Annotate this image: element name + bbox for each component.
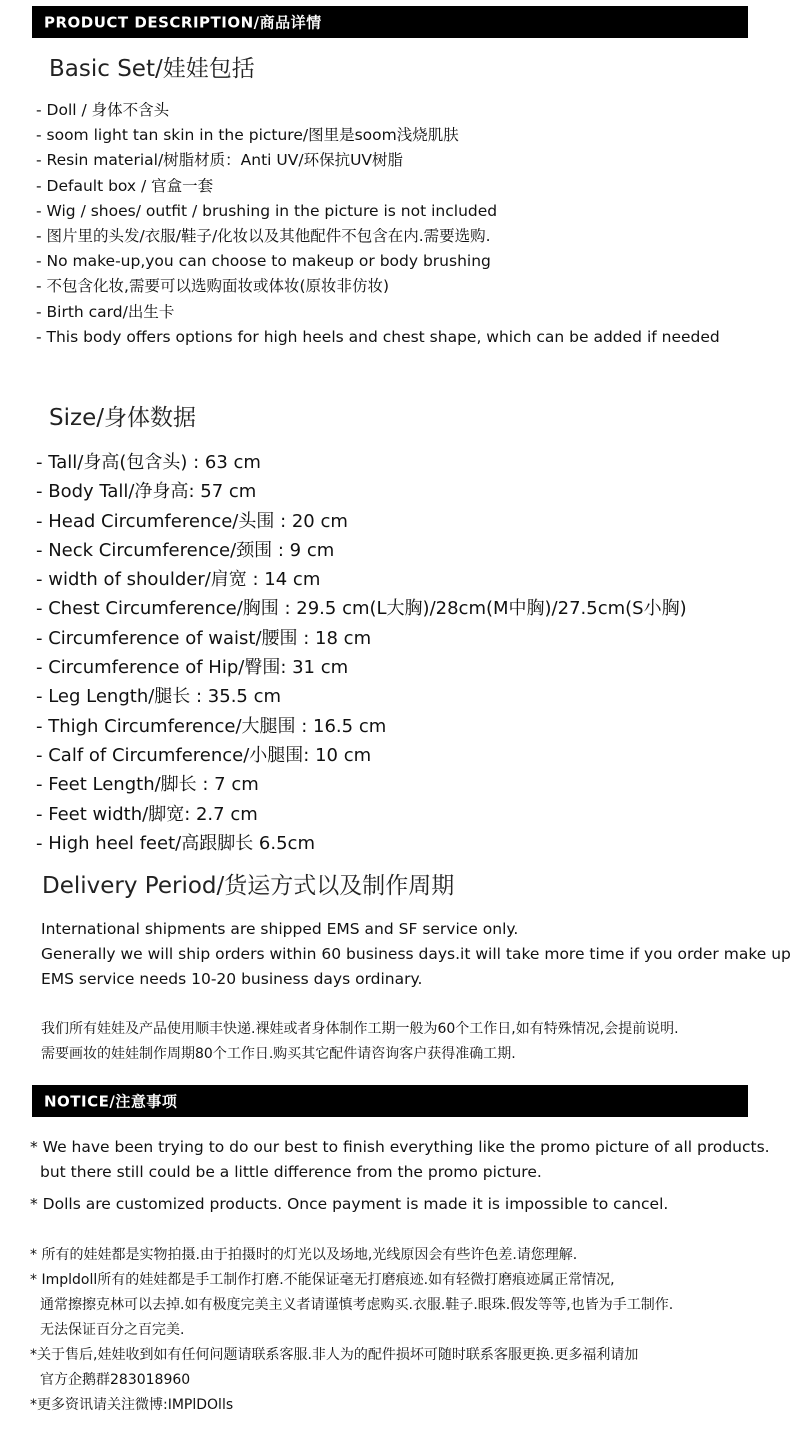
list-item: - Leg Length/腿长 : 35.5 cm <box>36 686 282 708</box>
list-item: - Resin material/树脂材质：Anti UV/环保抗UV树脂 <box>36 151 404 170</box>
delivery-line: Generally we will ship orders within 60 business days.it will take more time if you order make up <box>41 945 791 963</box>
list-item: - Circumference of Hip/臀围: 31 cm <box>36 657 349 679</box>
basic-set-heading: Basic Set/娃娃包括 <box>49 56 255 82</box>
list-item: - Tall/身高(包含头) : 63 cm <box>36 452 261 473</box>
product-description-bar <box>32 6 748 38</box>
notice-line: * 所有的娃娃都是实物拍摄.由于拍摄时的灯光以及场地,光线原因会有些许色差.请您理解. <box>30 1247 578 1263</box>
delivery-chinese-text <box>41 1017 679 1067</box>
delivery-line: EMS service needs 10-20 business days ordinary. <box>41 970 423 988</box>
notice-line: * Impldoll所有的娃娃都是手工制作打磨.不能保证毫无打磨痕迹.如有轻微打磨痕迹属正常情况, <box>30 1272 615 1288</box>
list-item: - soom light tan skin in the picture/图里是soom浅烧肌肤 <box>36 126 459 145</box>
list-item: - Feet width/脚宽: 2.7 cm <box>36 803 258 825</box>
delivery-english-text <box>41 917 791 992</box>
size-heading: Size/身体数据 <box>49 405 196 431</box>
notice-chinese-text <box>30 1243 673 1418</box>
list-item: - High heel feet/高跟脚长 6.5cm <box>36 832 315 854</box>
delivery-period-heading: Delivery Period/货运方式以及制作周期 <box>42 873 455 899</box>
notice-line: 无法保证百分之百完美. <box>40 1322 185 1338</box>
notice-line: 通常擦擦克林可以去掉.如有极度完美主义者请谨慎考虑购买.衣服.鞋子.眼珠.假发等等,也皆为手工制作. <box>40 1297 674 1313</box>
list-item: - Wig / shoes/ outfit / brushing in the picture is not included <box>36 201 498 220</box>
notice-english-text <box>30 1135 770 1217</box>
list-item: - Feet Length/脚长 : 7 cm <box>36 774 259 796</box>
list-item: - Birth card/出生卡 <box>36 302 175 321</box>
list-item: - Calf of Circumference/小腿围: 10 cm <box>36 744 372 766</box>
size-list <box>36 448 687 858</box>
notice-line: * Dolls are customized products. Once payment is made it is impossible to cancel. <box>30 1195 669 1213</box>
list-item: - Head Circumference/头围 : 20 cm <box>36 510 348 532</box>
list-item: - Doll / 身体不含头 <box>36 101 170 119</box>
notice-line: *更多资讯请关注微博:IMPlDOlls <box>30 1397 234 1413</box>
list-item: - Default box / 官盒一套 <box>36 176 214 195</box>
notice-line: *关于售后,娃娃收到如有任何问题请联系客服.非人为的配件损坏可随时联系客服更换.更多福利请加 <box>30 1347 639 1363</box>
list-item: - This body offers options for high heels and chest shape, which can be added if needed <box>36 327 720 346</box>
basic-set-list <box>36 98 720 350</box>
delivery-line: 我们所有娃娃及产品使用顺丰快递.裸娃或者身体制作工期一般为60个工作日,如有特殊情况,会提前说明. <box>41 1021 679 1037</box>
notice-line: * We have been trying to do our best to finish everything like the promo picture of all products. <box>30 1138 770 1156</box>
delivery-line: 需要画妆的娃娃制作周期80个工作日.购买其它配件请咨询客户获得准确工期. <box>41 1046 516 1062</box>
delivery-line: International shipments are shipped EMS and SF service only. <box>41 920 519 938</box>
list-item: - 不包含化妆,需要可以选购面妆或体妆(原妆非仿妆) <box>36 277 390 296</box>
list-item: - No make-up,you can choose to makeup or body brushing <box>36 252 491 271</box>
list-item: - width of shoulder/肩宽 : 14 cm <box>36 569 321 591</box>
notice-line: but there still could be a little difference from the promo picture. <box>40 1163 542 1181</box>
list-item: - Neck Circumference/颈围 : 9 cm <box>36 539 335 561</box>
list-item: - Chest Circumference/胸围 : 29.5 cm(L大胸)/28cm(M中胸)/27.5cm(S小胸) <box>36 598 687 620</box>
notice-bar <box>32 1085 748 1117</box>
notice-label: NOTICE/注意事项 <box>44 1092 178 1111</box>
product-description-label: PRODUCT DESCRIPTION/商品详情 <box>44 13 322 32</box>
list-item: - Circumference of waist/腰围 : 18 cm <box>36 627 372 649</box>
list-item: - Body Tall/净身高: 57 cm <box>36 481 257 503</box>
list-item: - Thigh Circumference/大腿围 : 16.5 cm <box>36 715 387 737</box>
list-item: - 图片里的头发/衣服/鞋子/化妆以及其他配件不包含在内.需要选购. <box>36 226 491 245</box>
notice-line: 官方企鹅群283018960 <box>40 1372 191 1388</box>
